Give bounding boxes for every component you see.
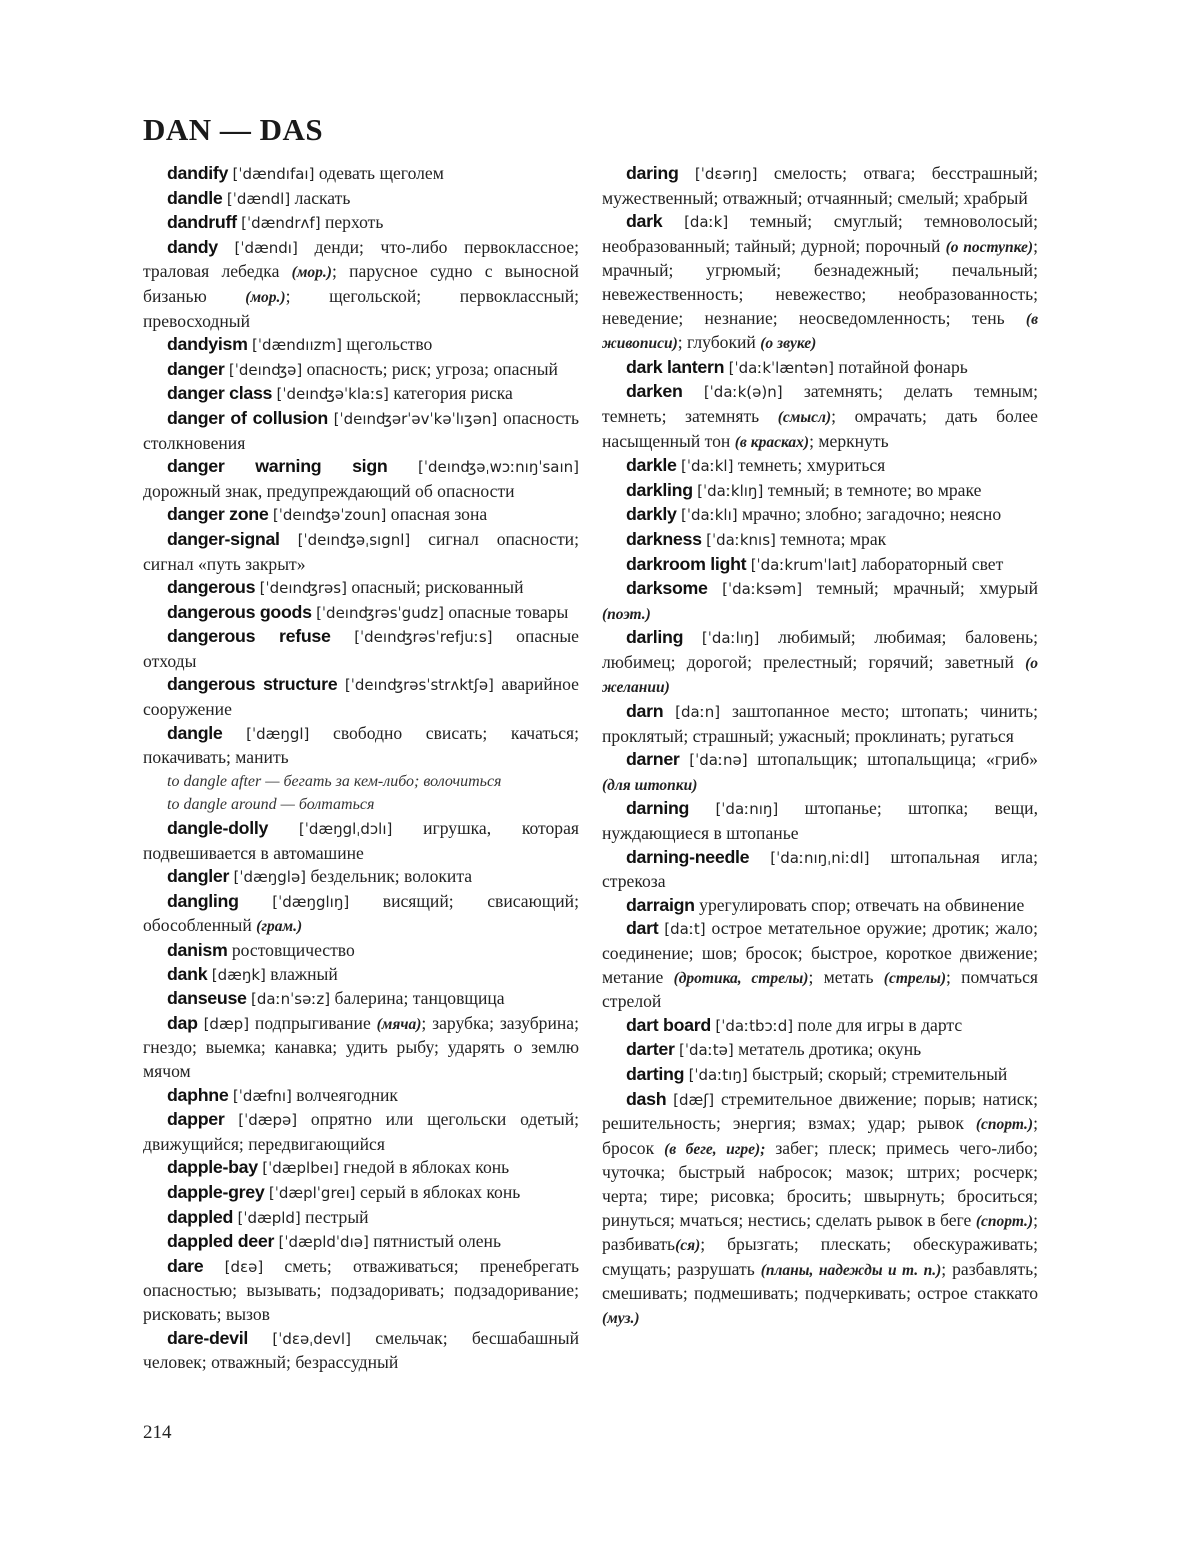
- definition: заштопанное место; штопать; чинить; проклятый; страшный; ужасный; проклинать; ругаться: [602, 701, 1038, 746]
- transcription: [ˈdeınʤrəsˈgudz]: [316, 603, 444, 622]
- headword: daphne: [167, 1084, 229, 1105]
- headword: dandify: [167, 163, 229, 183]
- dictionary-entry: [602, 917, 1038, 1013]
- definition: влажный: [265, 963, 338, 984]
- dictionary-entry: [143, 1327, 579, 1375]
- dictionary-entry: [143, 1230, 579, 1255]
- headword: darken: [626, 381, 683, 402]
- dictionary-entry: [143, 1084, 579, 1109]
- transcription: [ˈdaːtıŋ]: [688, 1065, 748, 1084]
- usage-note: (ся): [675, 1237, 701, 1255]
- headword: dart: [626, 918, 659, 939]
- transcription: [ˈdɛərıŋ]: [694, 165, 758, 183]
- definition: ; разбивать: [602, 1209, 1038, 1255]
- definition: бездельник; волокита: [306, 866, 473, 887]
- dictionary-entry: [143, 333, 579, 358]
- transcription: [dæʃ]: [673, 1090, 715, 1109]
- transcription: [ˈdeınʤrəsˈstrʌktʃə]: [344, 676, 494, 695]
- headword: dandy: [167, 236, 218, 257]
- dictionary-entry: [602, 479, 1038, 504]
- usage-note: (стрелы): [883, 969, 946, 987]
- definition: стремительное движение; порыв; натиск; решительность; энергия; взмах; удар; рывок: [602, 1088, 1038, 1134]
- dictionary-entry: [143, 407, 579, 455]
- definition: ласкать: [290, 187, 351, 208]
- definition: волчеягодник: [291, 1084, 398, 1105]
- transcription: [ˈdæpə]: [238, 1111, 298, 1130]
- definition: ; глубокий: [677, 332, 761, 353]
- usage-note: (планы, надежды и т. п.): [760, 1261, 942, 1279]
- headword: darksome: [626, 578, 708, 599]
- transcription: [ˈdaːtbɔːd]: [715, 1016, 794, 1035]
- headword: danseuse: [167, 988, 247, 1009]
- headword: dapple-bay: [167, 1157, 258, 1178]
- definition: свободно свисать; качаться; покачивать; манить: [143, 722, 579, 768]
- headword: darraign: [626, 894, 695, 915]
- dictionary-entry: [143, 503, 579, 528]
- definition: перхоть: [320, 212, 384, 233]
- headword: dart board: [626, 1014, 711, 1035]
- dictionary-entry: [143, 1156, 579, 1181]
- dictionary-entry: [143, 817, 579, 865]
- usage-note: (о поступке): [945, 238, 1034, 256]
- definition: любимый; любимая; баловень; любимец; дорогой; прелестный; горячий; заветный: [602, 627, 1039, 672]
- transcription: [ˈdaːnə]: [689, 751, 748, 770]
- headword: dangerous goods: [167, 601, 312, 622]
- transcription: [ˈdaːkrumˈlaıt]: [750, 555, 857, 574]
- usage-note: (смысл): [777, 408, 832, 426]
- definition: забег; плеск; примесь чего-либо; чуточка; быстрый набросок; мазок; штрих; росчерк; черта; тире; рисовка; бросить; швырнуть; броситься; ринуться; мчаться; нестись; сделать рывок в беге: [602, 1137, 1038, 1230]
- headword: darting: [626, 1063, 685, 1084]
- dictionary-entry: [602, 797, 1038, 845]
- dictionary-entry: [143, 1206, 579, 1231]
- dictionary-entry: [602, 1088, 1038, 1331]
- dictionary-entry: [143, 890, 579, 939]
- definition: затемнять; делать темным; темнеть; затемнять: [602, 381, 1039, 426]
- headword: darkroom light: [626, 553, 747, 574]
- headword: darter: [626, 1039, 675, 1060]
- dictionary-entry: [602, 553, 1038, 578]
- definition: сигнал опасности; сигнал «путь закрыт»: [143, 528, 579, 574]
- headword: dare: [167, 1255, 204, 1276]
- usage-note: (мор.): [291, 264, 332, 282]
- transcription: [ˈdaːk(ə)n]: [703, 383, 783, 402]
- definition: опасность; риск; угроза; опасный: [302, 358, 558, 379]
- headword: dandyism: [167, 334, 248, 355]
- definition: ; меркнуть: [809, 430, 889, 451]
- definition: штопальщик; штопальщица; «гриб»: [747, 749, 1038, 770]
- usage-note: (дротика, стрелы): [673, 969, 809, 987]
- definition: ; метать: [808, 966, 884, 987]
- definition: ; брызгать; плескать; обескураживать; смущать; разрушать: [602, 1234, 1038, 1279]
- definition: ростовщичество: [227, 940, 355, 960]
- definition: ; бросок: [602, 1113, 1038, 1158]
- dictionary-entry: [143, 1255, 579, 1327]
- definition: смелость; отвага; бесстрашный; мужественный; отважный; отчаянный; смелый; храбрый: [602, 163, 1038, 208]
- dictionary-entry: [143, 865, 579, 890]
- transcription: [ˈdæŋglˌdɔlı]: [298, 820, 393, 839]
- usage-note: (мяча): [376, 1015, 422, 1033]
- transcription: [daːt]: [664, 920, 706, 939]
- definition: категория риска: [388, 383, 513, 404]
- transcription: [daːk]: [684, 213, 729, 232]
- dictionary-entry: [143, 1181, 579, 1206]
- headword: darkness: [626, 528, 702, 549]
- right-column: [602, 162, 1038, 1331]
- transcription: [ˈdaːkl]: [681, 457, 734, 476]
- dictionary-entry: [143, 722, 579, 770]
- transcription: [ˈdaːlıŋ]: [701, 629, 760, 648]
- headword: dank: [167, 963, 208, 984]
- headword: daring: [626, 163, 679, 183]
- dictionary-entry: [143, 162, 579, 187]
- transcription: [ˈdæplbeı]: [262, 1159, 339, 1178]
- usage-example: to dangle around — болтаться: [167, 796, 375, 814]
- dictionary-entry: [602, 1038, 1038, 1063]
- transcription: [ˈdaːnıŋˌniːdl]: [770, 848, 870, 867]
- dictionary-entry: [602, 700, 1038, 748]
- definition: дорожный знак, предупреждающий об опасности: [143, 480, 515, 501]
- dictionary-entry: [602, 454, 1038, 479]
- transcription: [ˈdæplˈgreı]: [268, 1183, 356, 1202]
- dictionary-entry: [602, 503, 1038, 528]
- usage-note: (в красках): [734, 433, 810, 451]
- definition: ; разбавлять; смешивать; подмешивать; подчеркивать; острое стаккато: [602, 1258, 1038, 1304]
- dictionary-entry: [143, 358, 579, 383]
- dictionary-entry: [602, 577, 1038, 626]
- dictionary-entry: [143, 211, 579, 236]
- transcription: [ˈdeınʤə]: [228, 360, 303, 379]
- headword: dark: [626, 211, 663, 232]
- usage-note: (мор.): [245, 288, 286, 306]
- definition: серый в яблоках конь: [355, 1181, 521, 1202]
- left-column: [143, 162, 579, 1375]
- headword: danger of collusion: [167, 407, 328, 428]
- definition: ; мрачный; угрюмый; безнадежный; печальный; невежественность; невежество; необразованность; неведение; незнание; неосведомленность; тень: [602, 235, 1038, 328]
- headword: dangle-dolly: [167, 818, 269, 839]
- definition: опасные отходы: [143, 626, 579, 671]
- transcription: [ˈdæfnı]: [232, 1086, 292, 1105]
- definition: одевать щеголем: [314, 163, 444, 183]
- usage-note: (муз.): [602, 1309, 640, 1327]
- dictionary-entry: [143, 673, 579, 721]
- transcription: [ˈdeınʤərˈəvˈkəˈlıʒən]: [333, 409, 498, 428]
- headword: darner: [626, 749, 680, 770]
- transcription: [ˈdeınʤrəs]: [259, 579, 347, 598]
- usage-note: (спорт.): [975, 1212, 1034, 1230]
- definition: штопанье; штопка; вещи, нуждающиеся в штопанье: [602, 798, 1038, 844]
- transcription: [dæŋk]: [211, 965, 266, 984]
- headword: dark lantern: [626, 356, 725, 377]
- transcription: [ˈdæŋgl]: [246, 724, 310, 743]
- dictionary-entry: [602, 1014, 1038, 1039]
- definition: острое метательное оружие; дротик; жало; соединение; шов; бросок; быстрое, короткое движение; метание: [602, 918, 1038, 987]
- headword: danger-signal: [167, 528, 280, 549]
- transcription: [dɛə]: [224, 1257, 264, 1276]
- definition: опасность столкновения: [143, 407, 579, 453]
- definition: денди; что-либо первоклассное; траловая лебедка: [143, 236, 579, 282]
- headword: dangle: [167, 722, 223, 743]
- dictionary-entry: [143, 1108, 579, 1156]
- definition: ; щегольской; первоклассный; превосходный: [143, 285, 579, 331]
- headword: darn: [626, 701, 664, 722]
- dictionary-entry: [602, 162, 1038, 210]
- transcription: [ˈdaːtə]: [679, 1041, 734, 1060]
- headword: dash: [626, 1088, 667, 1109]
- dictionary-entry: [602, 1063, 1038, 1088]
- usage-example: to dangle after — бегать за кем-либо; волочиться: [167, 772, 502, 790]
- definition: штопальная игла; стрекоза: [602, 846, 1038, 892]
- definition: щегольство: [341, 334, 433, 355]
- headword: danger warning sign: [167, 456, 388, 477]
- transcription: [ˈdaːklı]: [681, 506, 738, 525]
- definition: опасные товары: [443, 601, 569, 622]
- headword: danger: [167, 358, 225, 379]
- transcription: [ˈdeınʤrəsˈrefjuːs]: [354, 628, 493, 647]
- definition: опасная зона: [386, 504, 488, 525]
- definition: висящий; свисающий; обособленный: [143, 890, 579, 936]
- usage-note: (грам.): [256, 918, 303, 936]
- usage-note: (в живописи): [602, 310, 1038, 353]
- page-number: 214: [143, 1422, 172, 1443]
- transcription: [dæp]: [203, 1014, 250, 1033]
- transcription: [ˈdeınʤəˈzoun]: [272, 506, 387, 525]
- dictionary-entry: [602, 210, 1038, 356]
- transcription: [ˈdaːklıŋ]: [697, 481, 764, 500]
- transcription: [ˈdɛəˌdevl]: [272, 1329, 351, 1348]
- definition: пятнистый олень: [368, 1231, 501, 1252]
- transcription: [daːnˈsəːz]: [251, 990, 331, 1009]
- transcription: [ˈdeınʤəˌwɔːnıŋˈsaın]: [417, 458, 579, 477]
- headword: darning-needle: [626, 846, 750, 867]
- headword: darling: [626, 627, 684, 648]
- dictionary-entry: [143, 187, 579, 212]
- definition: поле для игры в дартс: [793, 1014, 963, 1035]
- dictionary-entry: [602, 626, 1038, 700]
- transcription: [ˈdæŋglıŋ]: [272, 892, 350, 911]
- headword: dangling: [167, 890, 239, 911]
- definition: ; помчаться стрелой: [602, 966, 1038, 1012]
- definition: сметь; отваживаться; пренебрегать опасностью; вызывать; подзадоривать; подзадоривание; рисковать; вызов: [143, 1255, 579, 1324]
- transcription: [ˈdændıızm]: [252, 336, 342, 355]
- usage-note: (поэт.): [602, 605, 651, 623]
- definition: аварийное сооружение: [143, 674, 579, 720]
- dictionary-entry: [143, 625, 579, 673]
- usage-note: (о желании): [602, 654, 1038, 697]
- transcription: [ˈdaːnıŋ]: [715, 800, 779, 819]
- headword: dangerous: [167, 577, 256, 598]
- dictionary-entry: [143, 455, 579, 503]
- headword: dandruff: [167, 212, 237, 233]
- transcription: [ˈdændl]: [226, 189, 291, 208]
- transcription: [ˈdæpldˈdıə]: [278, 1233, 369, 1252]
- dictionary-entry: [143, 939, 579, 963]
- definition: урегулировать спор; отвечать на обвинение: [694, 894, 1025, 915]
- headword: danism: [167, 940, 228, 960]
- transcription: [daːn]: [675, 703, 721, 722]
- headword: dap: [167, 1012, 198, 1033]
- dictionary-entry: [602, 528, 1038, 553]
- dictionary-entry: [602, 894, 1038, 918]
- headword: dappled: [167, 1206, 234, 1227]
- transcription: [ˈdæpld]: [237, 1208, 301, 1227]
- headword: dappled deer: [167, 1231, 275, 1252]
- headword: dapper: [167, 1109, 225, 1130]
- headword: dangerous refuse: [167, 626, 331, 647]
- transcription: [ˈdeınʤəˌsıgnl]: [297, 530, 411, 549]
- dictionary-entry: [602, 380, 1038, 454]
- definition: ; зарубка; зазубрина; гнездо; выемка; канавка; удить рыбу; ударять о землю мячом: [143, 1012, 579, 1081]
- dictionary-entry: [143, 987, 579, 1012]
- definition: лабораторный свет: [856, 553, 1004, 574]
- transcription: [ˈdeınʤəˈklaːs]: [276, 385, 389, 404]
- definition: подпрыгивание: [249, 1012, 377, 1033]
- definition: метатель дротика; окунь: [733, 1039, 922, 1060]
- headword: dangerous structure: [167, 674, 338, 695]
- usage-note: (в беге, игре);: [664, 1140, 766, 1158]
- transcription: [ˈdaːksəm]: [722, 580, 803, 599]
- headword: darkle: [626, 455, 677, 476]
- definition: гнедой в яблоках конь: [338, 1157, 510, 1178]
- definition: опрятно или щегольски одетый; движущийся; передвигающийся: [143, 1109, 579, 1154]
- definition: темнеть; хмуриться: [733, 455, 886, 476]
- headword: danger zone: [167, 504, 269, 525]
- usage-note: (спорт.): [975, 1116, 1034, 1134]
- dictionary-entry: [143, 528, 579, 576]
- dictionary-entry: [143, 1012, 579, 1084]
- definition: потайной фонарь: [834, 356, 968, 377]
- transcription: [ˈdæŋglə]: [233, 868, 307, 887]
- definition: балерина; танцовщица: [330, 988, 505, 1009]
- headword: dangler: [167, 866, 230, 887]
- definition: смельчак; бесшабашный человек; отважный; безрассудный: [143, 1327, 579, 1373]
- headword: dandle: [167, 187, 223, 208]
- definition: темнота; мрак: [775, 528, 887, 549]
- headword: danger class: [167, 383, 273, 404]
- definition: быстрый; скорый; стремительный: [747, 1063, 1008, 1084]
- headword: dare-devil: [167, 1327, 249, 1348]
- transcription: [ˈdaːknıs]: [706, 530, 776, 549]
- headword: darning: [626, 798, 690, 819]
- usage-note: (для штопки): [602, 776, 698, 794]
- headword: darkly: [626, 504, 677, 525]
- definition: темный; в темноте; во мраке: [763, 479, 982, 500]
- transcription: [ˈdændıfaı]: [232, 165, 315, 183]
- definition: ; парусное судно с выносной бизанью: [143, 261, 579, 306]
- dictionary-entry: [143, 963, 579, 988]
- transcription: [ˈdaːkˈlæntən]: [728, 358, 835, 377]
- dictionary-entry: [143, 576, 579, 601]
- definition: темный; мрачный; хмурый: [802, 578, 1038, 599]
- dictionary-entry: [602, 748, 1038, 797]
- dictionary-entry: [143, 382, 579, 407]
- headword: dapple-grey: [167, 1181, 265, 1202]
- definition: опасный; рискованный: [346, 577, 524, 598]
- definition: мрачно; злобно; загадочно; неясно: [737, 504, 1002, 525]
- dictionary-entry: [602, 356, 1038, 381]
- definition: ; омрачать; дать более насыщенный тон: [602, 405, 1038, 451]
- usage-note: (о звуке): [760, 335, 817, 353]
- definition: пестрый: [300, 1206, 369, 1227]
- headword: darkling: [626, 479, 693, 500]
- transcription: [ˈdændrʌf]: [241, 214, 321, 233]
- page-header: DAN — DAS: [143, 112, 324, 147]
- dictionary-entry: [602, 846, 1038, 894]
- definition: игрушка, которая подвешивается в автомашине: [143, 818, 580, 863]
- transcription: [ˈdændı]: [234, 238, 298, 257]
- dictionary-entry: [143, 601, 579, 626]
- definition: темный; смуглый; темноволосый; необразованный; тайный; дурной; порочный: [602, 211, 1038, 256]
- dictionary-entry: [143, 236, 579, 333]
